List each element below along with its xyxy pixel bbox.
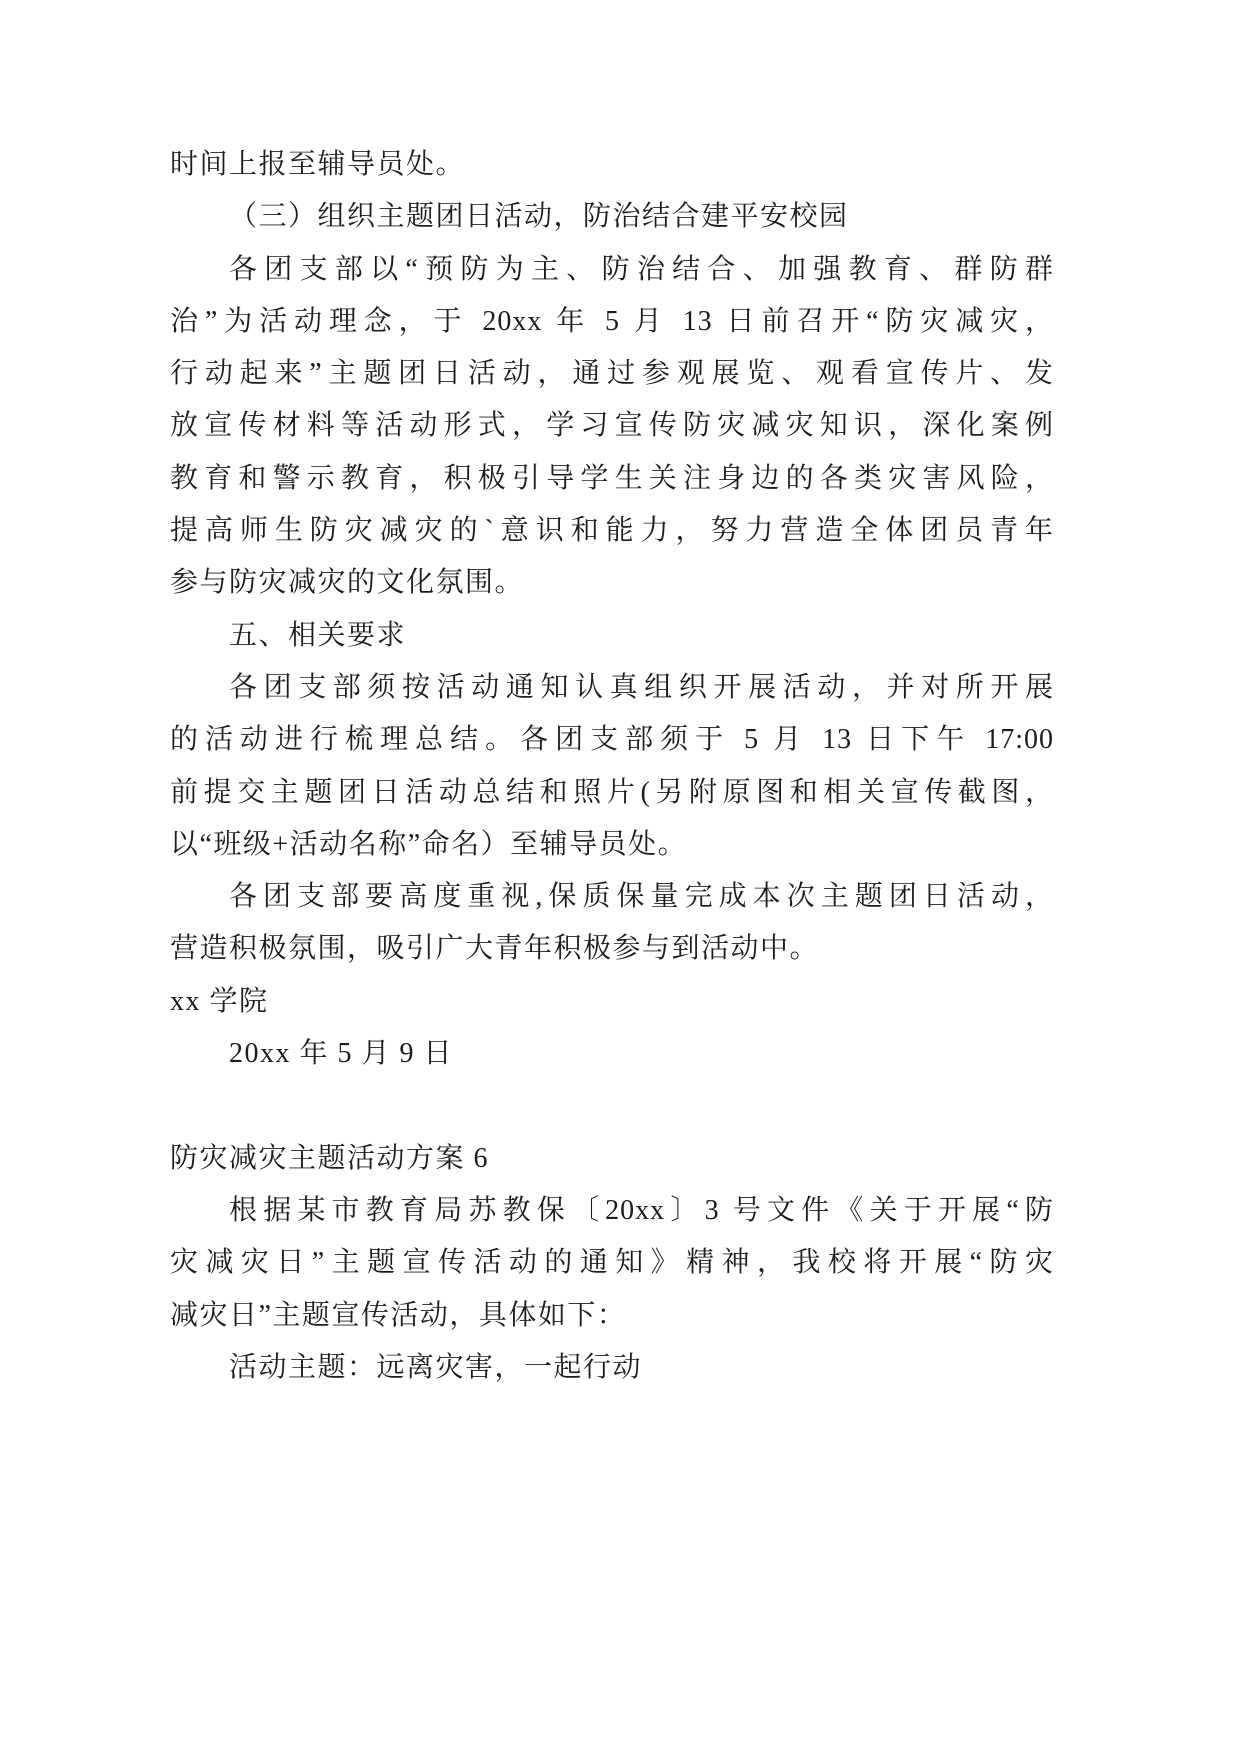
section-heading: （三）组织主题团日活动，防治结合建平安校园: [229, 201, 849, 233]
paragraph-line: 的活动进行梳理总结。各团支部须于 5 月 13 日下午 17:00: [170, 724, 1054, 756]
paragraph-line: 参与防灾减灾的文化氛围。: [170, 567, 525, 599]
paragraph-line: 教育和警示教育，积极引导学生关注身边的各类灾害风险，: [170, 462, 1054, 494]
paragraph-line: 行动起来”主题团日活动，通过参观展览、观看宣传片、发: [170, 358, 1054, 390]
paragraph-line: 治”为活动理念，于 20xx 年 5 月 13 日前召开“防灾减灾，: [170, 305, 1054, 337]
paragraph-line: 各团支部要高度重视,保质保量完成本次主题团日活动，: [229, 881, 1054, 913]
paragraph-line: 灾减灾日”主题宣传活动的通知》精神，我校将开展“防灾: [170, 1247, 1054, 1279]
paragraph-line: 以“班级+活动名称”命名）至辅导员处。: [170, 828, 688, 860]
activity-theme-line: 活动主题：远离灾害，一起行动: [229, 1351, 643, 1383]
document-title: 防灾减灾主题活动方案 6: [170, 1142, 490, 1174]
paragraph-line: 提高师生防灾减灾的`意识和能力，努力营造全体团员青年: [170, 515, 1054, 547]
paragraph-line: 各团支部以“预防为主、防治结合、加强教育、群防群: [229, 253, 1054, 285]
paragraph-line: 时间上报至辅导员处。: [170, 149, 466, 180]
signature-organization: xx 学院: [170, 985, 269, 1017]
paragraph-line: 各团支部须按活动通知认真组织开展活动，并对所开展: [229, 671, 1054, 703]
paragraph-line: 营造积极氛围，吸引广大青年积极参与到活动中。: [170, 933, 820, 965]
section-heading: 五、相关要求: [229, 619, 407, 651]
signature-date: 20xx 年 5 月 9 日: [229, 1038, 454, 1070]
paragraph-line: 放宣传材料等活动形式，学习宣传防灾减灾知识，深化案例: [170, 410, 1054, 442]
paragraph-line: 前提交主题团日活动总结和照片(另附原图和相关宣传截图，: [170, 776, 1054, 808]
paragraph-line: 减灾日”主题宣传活动，具体如下：: [170, 1299, 627, 1331]
paragraph-line: 根据某市教育局苏教保〔20xx〕3 号文件《关于开展“防: [229, 1194, 1054, 1226]
blank-line: [170, 1080, 1054, 1132]
document-body: [170, 139, 1054, 1394]
